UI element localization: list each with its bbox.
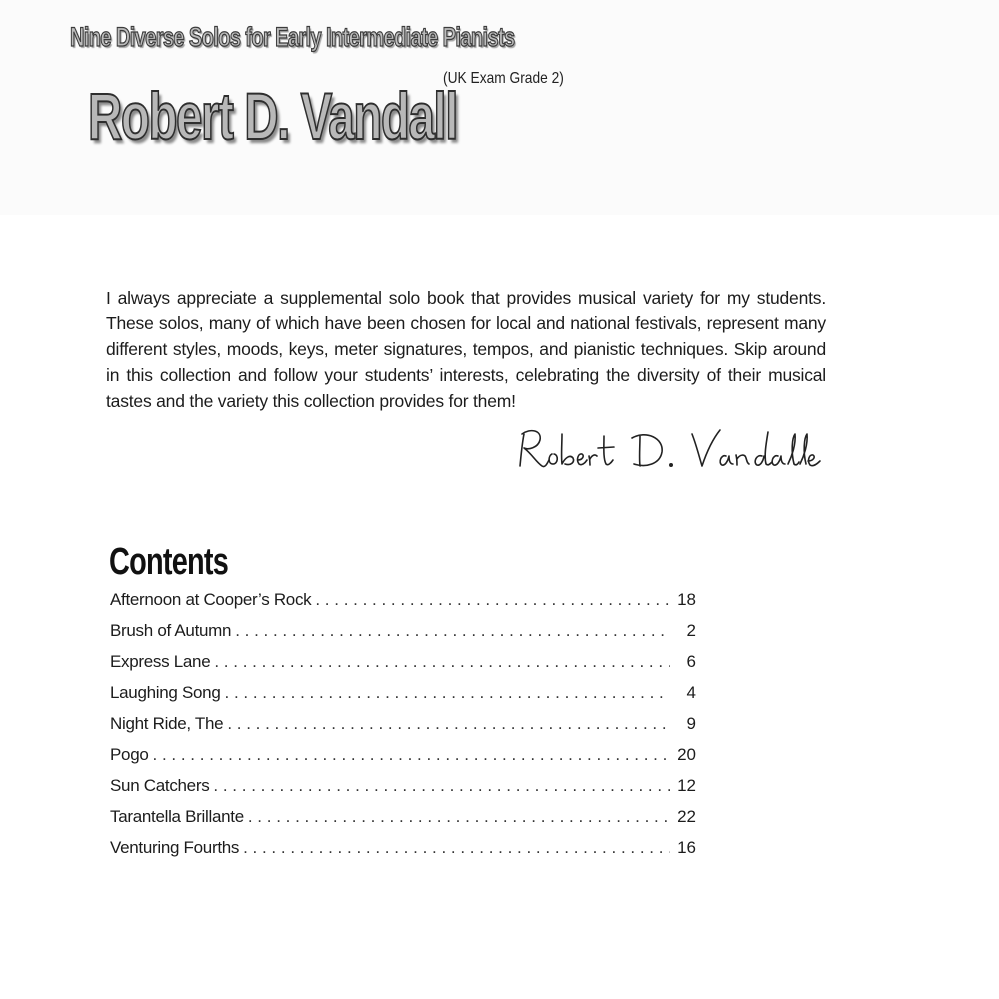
toc-item-page: 12 xyxy=(677,776,696,795)
toc-dot-leader xyxy=(213,776,670,796)
toc-item-page: 4 xyxy=(686,683,696,702)
toc-dot-leader xyxy=(315,590,670,610)
toc-item-title: Venturing Fourths xyxy=(110,838,240,857)
toc-item-title: Afternoon at Cooper’s Rock xyxy=(110,590,312,609)
author-signature xyxy=(516,420,826,480)
toc-item-title: Express Lane xyxy=(110,652,211,671)
intro-paragraph: I always appreciate a supplemental solo book that provides musical variety for my students. These solos, many of which have been chosen for local and national festivals, represent many different styles, moods, keys, meter signatures, tempos, and pianistic techniques. Skip around in this collection and follow your students’ interests, celebrating the diversity of their musical tastes and the variety this collection provides for them! xyxy=(106,287,826,411)
toc-item-page: 18 xyxy=(677,590,696,609)
toc-item xyxy=(110,683,696,714)
toc-item xyxy=(110,838,696,869)
toc-item-title: Night Ride, The xyxy=(110,714,224,733)
toc-item-page: 22 xyxy=(677,807,696,826)
toc-item xyxy=(110,776,696,807)
toc-item xyxy=(110,652,696,683)
toc-dot-leader xyxy=(225,683,671,703)
toc-item-title: Brush of Autumn xyxy=(110,621,232,640)
table-of-contents xyxy=(110,590,696,869)
toc-dot-leader xyxy=(153,745,670,765)
toc-item xyxy=(110,590,696,621)
toc-item-page: 9 xyxy=(686,714,696,733)
toc-item xyxy=(110,807,696,838)
toc-item-title: Sun Catchers xyxy=(110,776,210,795)
toc-dot-leader xyxy=(227,714,670,734)
grade-note: (UK Exam Grade 2) xyxy=(443,70,564,87)
toc-item-page: 20 xyxy=(677,745,696,764)
author-name: Robert D. Vandall xyxy=(88,79,457,153)
toc-item-title: Tarantella Brillante xyxy=(110,807,244,826)
toc-dot-leader xyxy=(214,652,670,672)
toc-item xyxy=(110,621,696,652)
toc-dot-leader xyxy=(248,807,670,827)
toc-item xyxy=(110,745,696,776)
toc-dot-leader xyxy=(235,621,670,641)
toc-item-page: 2 xyxy=(686,621,696,640)
series-title: Nine Diverse Solos for Early Intermediate Pianists xyxy=(70,22,515,52)
toc-item-page: 16 xyxy=(677,838,696,857)
contents-heading: Contents xyxy=(109,541,229,583)
toc-item xyxy=(110,714,696,745)
toc-dot-leader xyxy=(243,838,670,858)
toc-item-title: Pogo xyxy=(110,745,149,764)
toc-item-page: 6 xyxy=(686,652,696,671)
toc-item-title: Laughing Song xyxy=(110,683,221,702)
